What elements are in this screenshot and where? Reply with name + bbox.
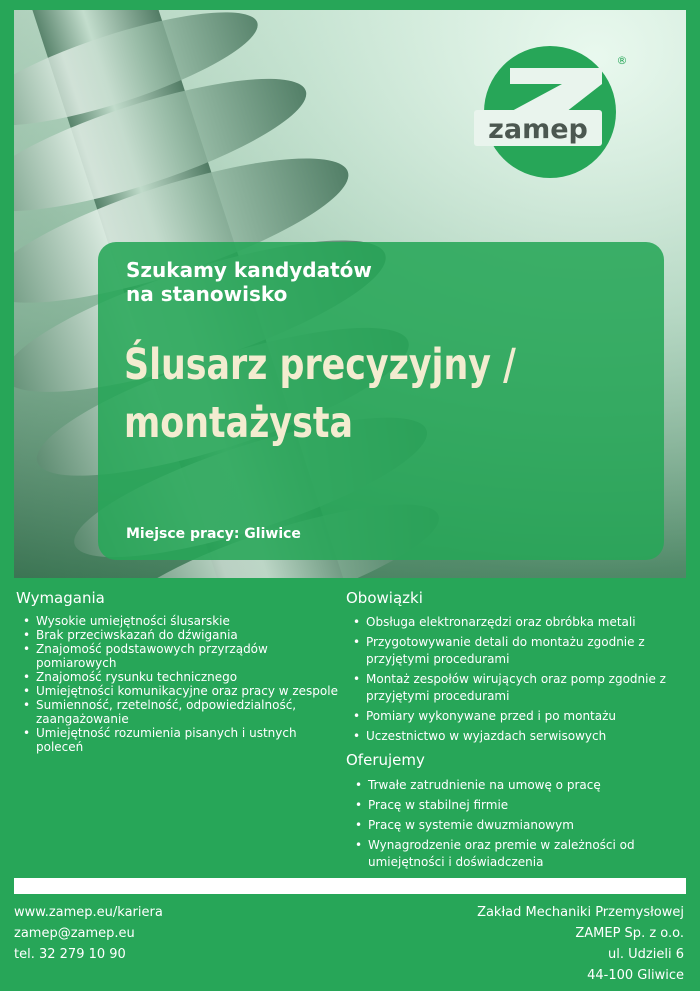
requirements-heading: Wymagania: [16, 589, 105, 607]
requirement-item: • Brak przeciwskazań do dźwigania: [22, 628, 340, 642]
registered-mark: ®: [616, 54, 628, 67]
duty-item: • Montaż zespołów wirujących oraz pomp zgodnie z przyjętymi procedurami: [352, 671, 686, 705]
email-link[interactable]: zamep@zamep.eu: [14, 926, 135, 941]
hero-border-right: [686, 0, 700, 578]
lead-text: Szukamy kandydatów na stanowisko: [126, 258, 372, 306]
offer-item: • Pracę w stabilnej firmie: [354, 797, 686, 814]
duty-item: • Pomiary wykonywane przed i po montażu: [352, 708, 686, 725]
duties-list: [352, 614, 686, 748]
contact-info: [14, 902, 163, 965]
offer-heading: Oferujemy: [346, 751, 425, 769]
hero-border-left: [0, 0, 14, 578]
job-offer-card: [98, 242, 664, 560]
duty-item: • Przygotowywanie detali do montażu zgodnie z przyjętymi procedurami: [352, 634, 686, 668]
requirement-item: • Sumienność, rzetelność, odpowiedzialność, zaangażowanie: [22, 698, 340, 726]
company-address: Zakład Mechaniki Przemysłowej ZAMEP Sp. z o.o. ul. Udzieli 6 44-100 Gliwice: [477, 905, 684, 983]
offer-item: • Wynagrodzenie oraz premie w zależności od umiejętności i doświadczenia: [354, 837, 686, 871]
duties-heading: Obowiązki: [346, 589, 423, 607]
hero-border-top: [0, 0, 700, 10]
requirement-item: • Wysokie umiejętności ślusarskie: [22, 614, 340, 628]
workplace-location: Miejsce pracy: Gliwice: [126, 526, 301, 542]
requirements-list: [22, 614, 340, 754]
offer-item: • Pracę w systemie dwuzmianowym: [354, 817, 686, 834]
requirement-item: • Umiejętności komunikacyjne oraz pracy w zespole: [22, 684, 340, 698]
zamep-logo: [470, 40, 630, 180]
phone-number[interactable]: tel. 32 279 10 90: [14, 947, 126, 962]
requirement-item: • Znajomość podstawowych przyrządów pomiarowych: [22, 642, 340, 670]
job-title: Ślusarz precyzyjny / montażysta: [124, 340, 516, 448]
requirement-item: • Znajomość rysunku technicznego: [22, 670, 340, 684]
offer-item: • Trwałe zatrudnienie na umowę o pracę: [354, 777, 686, 794]
duty-item: • Uczestnictwo w wyjazdach serwisowych: [352, 728, 686, 745]
requirement-item: • Umiejętność rozumienia pisanych i ustnych poleceń: [22, 726, 340, 754]
duty-item: • Obsługa elektronarzędzi oraz obróbka metali: [352, 614, 686, 631]
website-link[interactable]: www.zamep.eu/kariera: [14, 905, 163, 920]
svg-text:zamep: zamep: [488, 114, 588, 145]
offer-list: [354, 777, 686, 874]
footer-divider: [14, 878, 686, 894]
